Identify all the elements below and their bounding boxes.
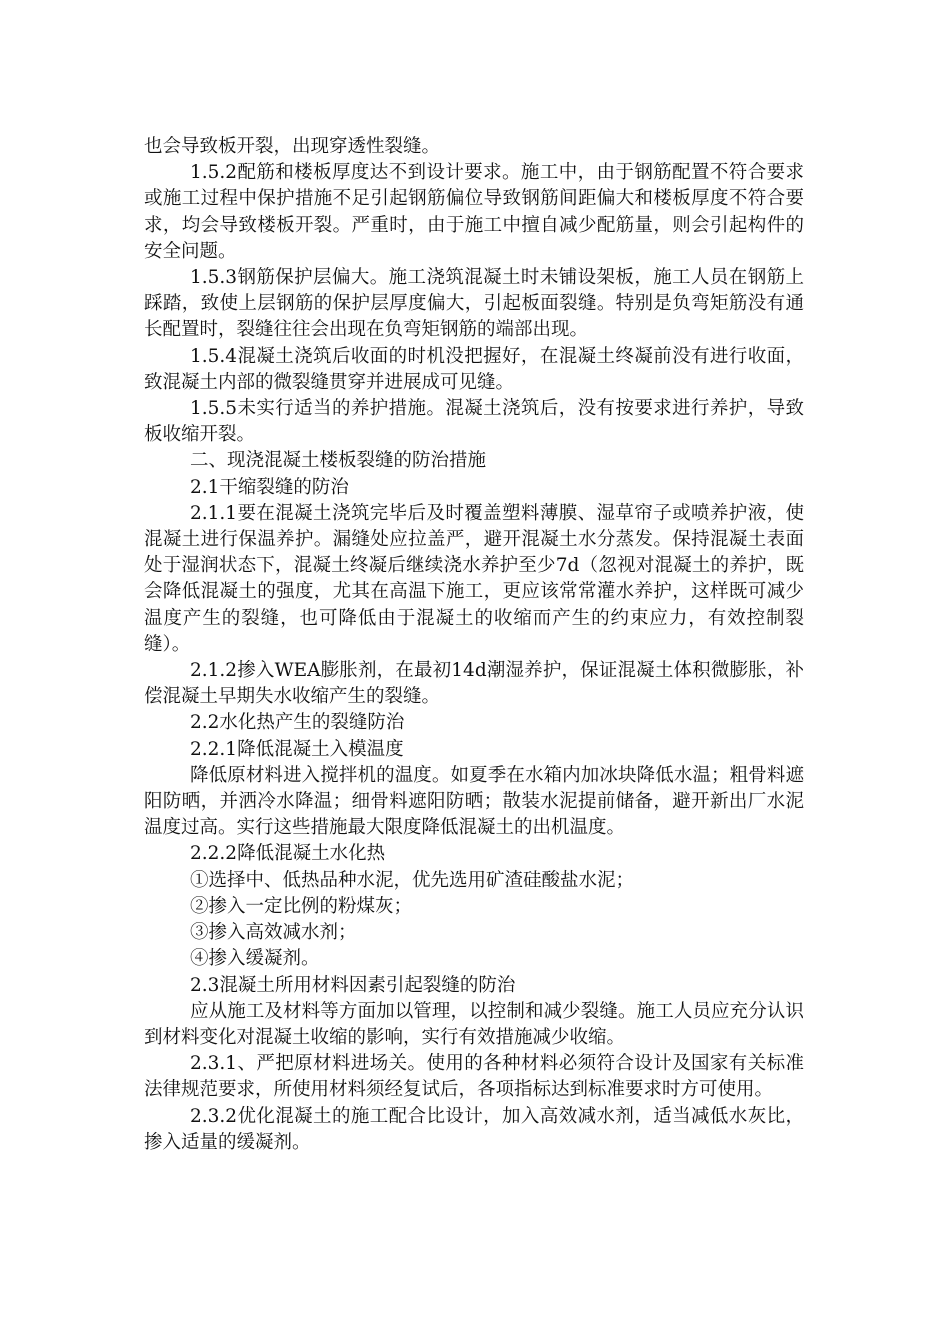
paragraph: 1.5.5未实行适当的养护措施。混凝土浇筑后，没有按要求进行养护，导致板收缩开裂。 [144, 398, 804, 446]
paragraph: 也会导致板开裂，出现穿透性裂缝。 [144, 136, 441, 157]
list-item: ④掺入缓凝剂。 [190, 948, 320, 970]
document-body [144, 134, 804, 1156]
paragraph: 1.5.4混凝土浇筑后收面的时机没把握好，在混凝土终凝前没有进行收面，致混凝土内部的微裂缝贯穿并进展成可见缝。 [144, 345, 804, 393]
subsection-heading: 2.2水化热产生的裂缝防治 [190, 712, 405, 734]
paragraph: 2.3.1、严把原材料进场关。使用的各种材料必须符合设计及国家有关标准法律规范要求，所使用材料须经复试后，各项指标达到标准要求时方可使用。 [144, 1053, 804, 1101]
paragraph: 2.1.2掺入WEA膨胀剂，在最初14d潮湿养护，保证混凝土体积微膨胀，补偿混凝土早期失水收缩产生的裂缝。 [144, 660, 804, 708]
paragraph: 2.1.1要在混凝土浇筑完毕后及时覆盖塑料薄膜、湿草帘子或喷养护液，使混凝土进行保温养护。漏缝处应拉盖严，避开混凝土水分蒸发。保持混凝土表面处于湿润状态下，混凝土终凝后继续浇水养护至少7d（忽视对混凝土的养护，既会降低混凝土的强度，尤其在高温下施工，更应该常常灌水养护，这样既可减少温度产生的裂缝，也可降低由于混凝土的收缩而产生的约束应力，有效控制裂缝）。 [144, 502, 804, 655]
paragraph: 降低原材料进入搅拌机的温度。如夏季在水箱内加冰块降低水温；粗骨料遮阳防晒，并洒冷水降温；细骨料遮阳防晒；散装水泥提前储备，避开新出厂水泥温度过高。实行这些措施最大限度降低混凝土的出机温度。 [144, 764, 804, 839]
subsection-heading: 2.2.2降低混凝土水化热 [190, 843, 386, 865]
list-item: ①选择中、低热品种水泥，优先选用矿渣硅酸盐水泥； [190, 869, 635, 891]
paragraph: 2.3.2优化混凝土的施工配合比设计，加入高效减水剂，适当减低水灰比，掺入适量的缓凝剂。 [144, 1105, 804, 1153]
paragraph: 应从施工及材料等方面加以管理，以控制和减少裂缝。施工人员应充分认识到材料变化对混凝土收缩的影响，实行有效措施减少收缩。 [144, 1000, 804, 1048]
subsection-heading: 2.3混凝土所用材料因素引起裂缝的防治 [190, 974, 516, 996]
section-heading: 二、现浇混凝土楼板裂缝的防治措施 [190, 450, 487, 472]
paragraph: 1.5.3钢筋保护层偏大。施工浇筑混凝土时未铺设架板，施工人员在钢筋上踩踏，致使上层钢筋的保护层厚度偏大，引起板面裂缝。特别是负弯矩筋没有通长配置时，裂缝往往会出现在负弯矩钢筋的端部出现。 [144, 267, 804, 341]
list-item: ③掺入高效减水剂； [190, 922, 357, 944]
subsection-heading: 2.1干缩裂缝的防治 [190, 476, 349, 498]
list-item: ②掺入一定比例的粉煤灰； [190, 895, 413, 917]
subsection-heading: 2.2.1降低混凝土入模温度 [190, 738, 404, 760]
paragraph: 1.5.2配筋和楼板厚度达不到设计要求。施工中，由于钢筋配置不符合要求或施工过程中保护措施不足引起钢筋偏位导致钢筋间距偏大和楼板厚度不符合要求，均会导致楼板开裂。严重时，由于施工中擅自减少配筋量，则会引起构件的安全问题。 [144, 162, 804, 262]
